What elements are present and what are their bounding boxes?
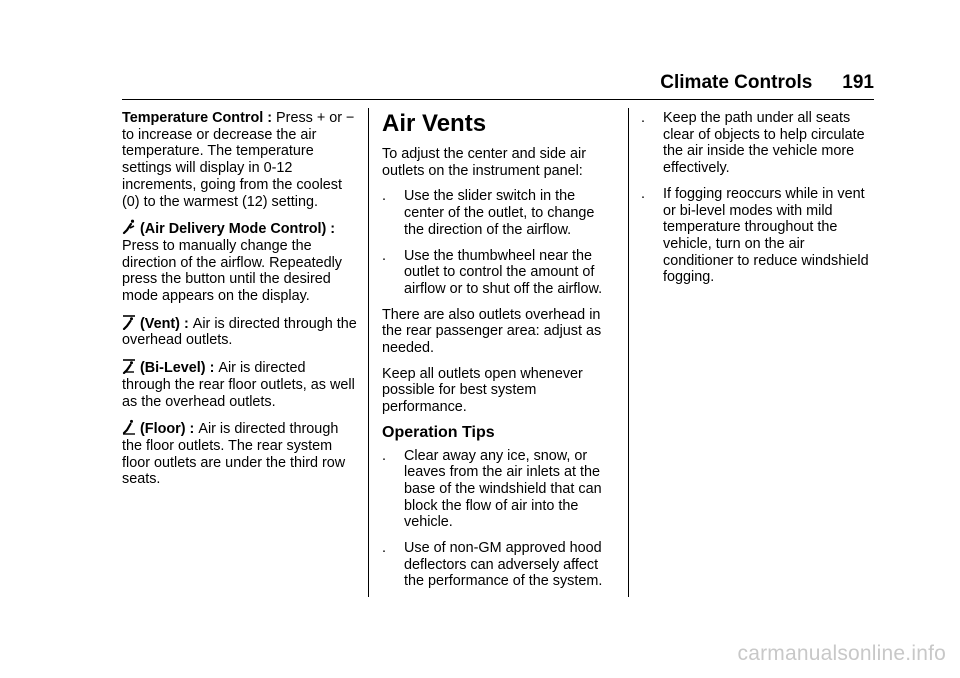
list-item-text: Keep the path under all seats clear of objects to help circulate the air inside the vehicle more effectively.: [663, 110, 865, 177]
bullet-glyph: .: [641, 110, 645, 126]
keep-outlets-open-paragraph: Keep all outlets open whenever possible for best system performance.: [382, 365, 583, 416]
overhead-outlets-paragraph: There are also outlets overhead in the rear passenger area: adjust as needed.: [382, 306, 602, 357]
column-divider-2: [628, 108, 629, 597]
column-1: [122, 110, 358, 497]
bullet-glyph: .: [641, 185, 645, 202]
bi-level-icon: [122, 358, 136, 374]
bi-level-entry: [122, 358, 358, 410]
bullet-glyph: .: [382, 188, 386, 205]
entry-text: Air is directed through the floor outlets. The rear system floor outlets are under the third row seats.: [122, 421, 346, 488]
vent-entry: [122, 314, 358, 349]
bullet-glyph: .: [382, 447, 386, 464]
entry-text: Press to manually change the direction of the airflow. Repeatedly press the button until the desired mode appears on the display.: [122, 237, 342, 305]
air-delivery-mode-entry: [122, 219, 358, 305]
entry-text: Air is directed through the overhead outlets.: [122, 315, 357, 349]
entry-term: (Vent) :: [140, 315, 193, 332]
floor-entry: [122, 419, 358, 488]
list-item: [382, 188, 618, 238]
section-title: Climate Controls: [660, 72, 813, 93]
page-header: [0, 72, 874, 94]
list-item: [641, 110, 877, 177]
floor-icon: [122, 419, 136, 435]
list-item: [382, 540, 618, 590]
list-item: [382, 448, 618, 532]
column-divider-1: [368, 108, 369, 597]
entry-text: Press + or − to increase or decrease the air temperature. The temperature settings will display in 0-12 increments, going from the coolest (0) to the warmest (12) setting.: [122, 110, 355, 210]
subheading-operation-tips: Operation Tips: [382, 423, 495, 441]
list-item-text: Use of non-GM approved hood deflectors can adversely affect the performance of the system.: [404, 540, 603, 590]
bullet-glyph: .: [382, 247, 386, 264]
header-rule: [122, 99, 874, 100]
list-item-text: Clear away any ice, snow, or leaves from the air inlets at the base of the windshield that can block the flow of air into the vehicle.: [404, 447, 602, 531]
section-heading-air-vents: Air Vents: [382, 110, 487, 137]
page-number: 191: [842, 72, 874, 93]
entry-term: (Air Delivery Mode Control) :: [140, 221, 336, 238]
column-3: [641, 110, 877, 295]
column-2: [382, 110, 618, 599]
entry-term: Temperature Control :: [122, 110, 277, 126]
vent-icon: [122, 314, 136, 330]
entry-term: (Floor) :: [140, 421, 199, 438]
entry-term: (Bi-Level) :: [140, 360, 219, 377]
temperature-control-entry: [122, 110, 358, 210]
list-item: [641, 186, 877, 286]
list-item-text: Use the thumbwheel near the outlet to control the amount of airflow or to shut off the airflow.: [404, 247, 603, 297]
list-item-text: If fogging reoccurs while in vent or bi-level modes with mild temperature throughout the vehicle, turn on the air conditioner to reduce windshield fogging.: [663, 185, 869, 286]
air-delivery-mode-icon: [122, 219, 136, 235]
bullet-glyph: .: [382, 540, 386, 557]
list-item-text: Use the slider switch in the center of the outlet, to change the direction of the airflow.: [404, 188, 595, 238]
list-item: [382, 248, 618, 298]
entry-text: Air is directed through the rear floor outlets, as well as the overhead outlets.: [122, 360, 355, 410]
air-vents-intro: To adjust the center and side air outlets on the instrument panel:: [382, 146, 586, 179]
watermark: carmanualsonline.info: [737, 642, 946, 665]
